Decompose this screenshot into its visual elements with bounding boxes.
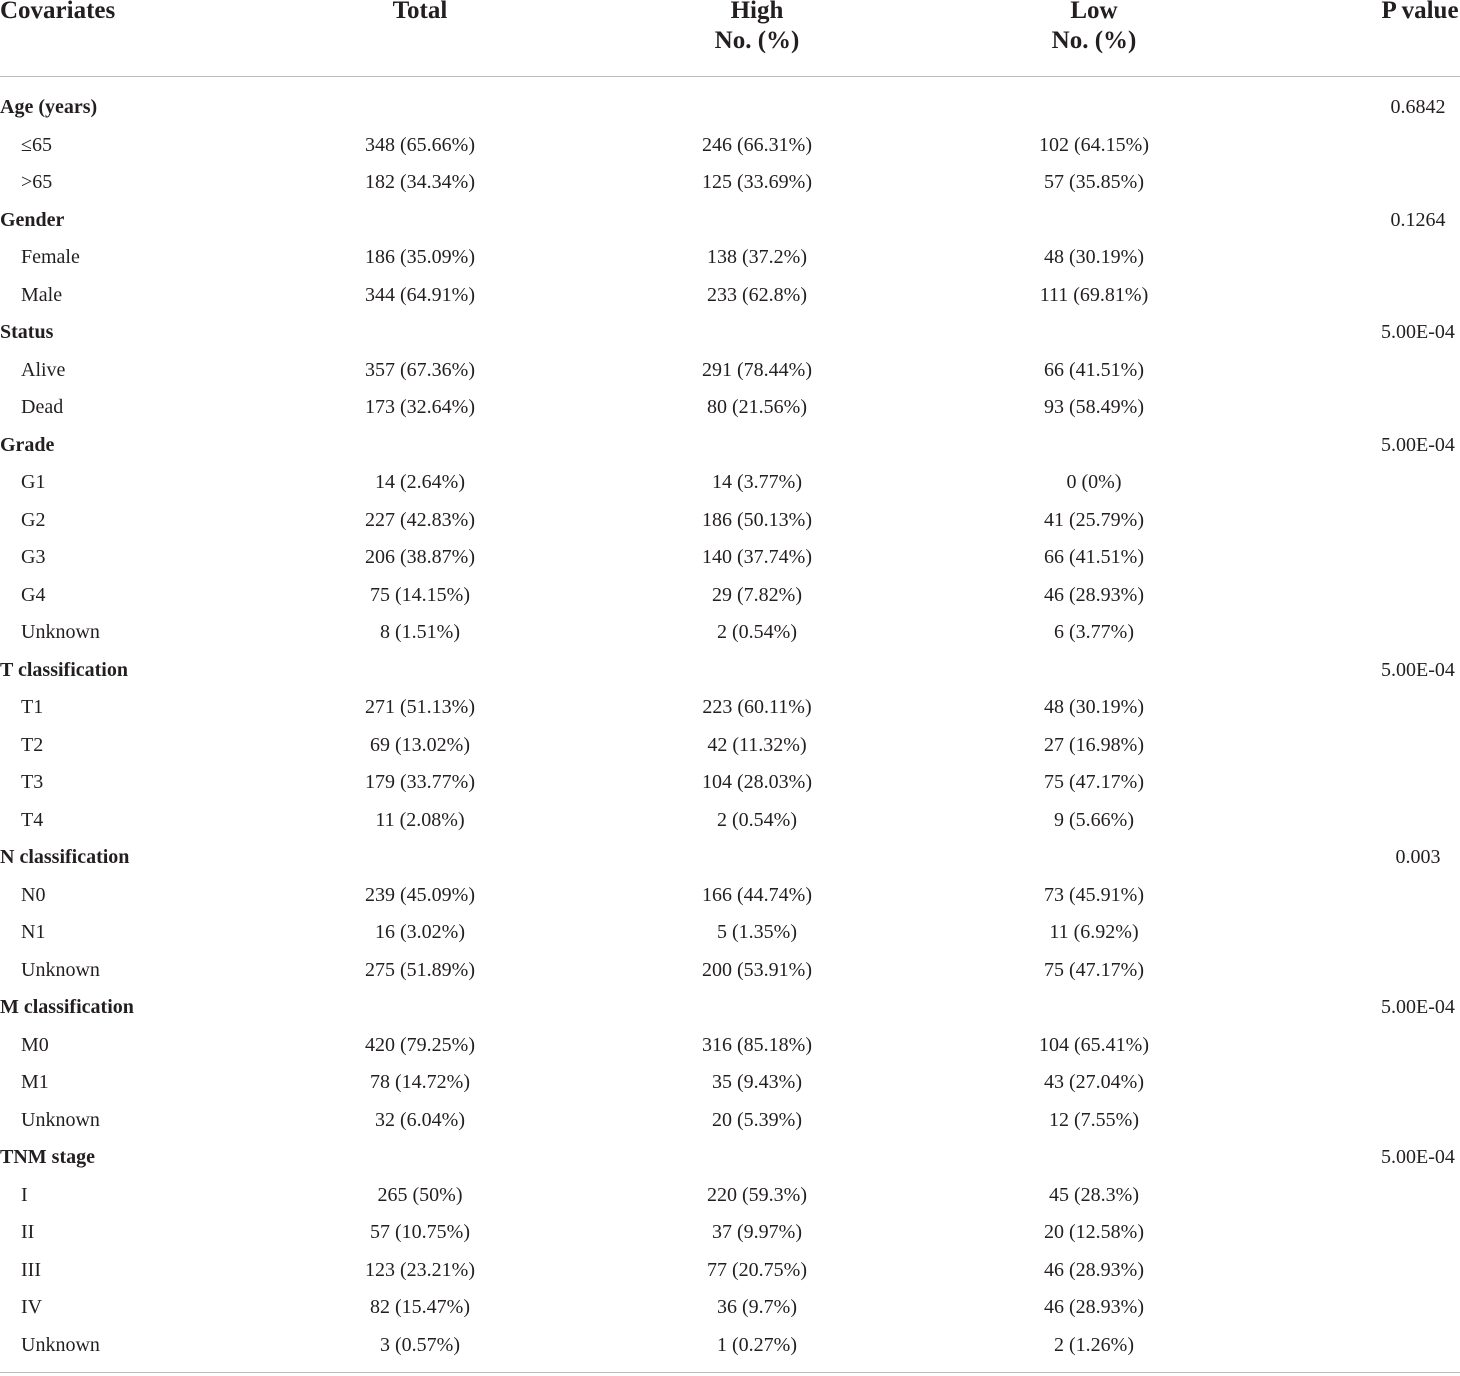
cell-high: 125 (33.69%) <box>702 171 812 193</box>
cell-high: 200 (53.91%) <box>702 958 812 981</box>
cell-total: 420 (79.25%) <box>365 1033 475 1056</box>
cell-high: 233 (62.8%) <box>707 283 807 306</box>
row-label: G2 <box>21 508 46 531</box>
cell-low: 75 (47.17%) <box>1044 958 1144 981</box>
group-row <box>0 989 1460 1027</box>
row-label: Male <box>21 283 63 306</box>
cell-high: 140 (37.74%) <box>702 546 812 568</box>
cell-p-value: 5.00E-04 <box>1381 996 1455 1018</box>
row-label: T classification <box>0 658 128 681</box>
cell-low: 48 (30.19%) <box>1044 246 1144 268</box>
cell-p-value: 0.1264 <box>1390 208 1446 231</box>
cell-high: 104 (28.03%) <box>702 771 812 793</box>
cell-low: 12 (7.55%) <box>1049 1108 1139 1131</box>
cell-high: 2 (0.54%) <box>717 808 797 831</box>
row-label: G3 <box>21 546 46 568</box>
cell-low: 11 (6.92%) <box>1049 921 1139 943</box>
cell-p-value: 5.00E-04 <box>1381 433 1455 456</box>
table-row <box>0 877 1460 915</box>
cell-total: 14 (2.64%) <box>375 471 465 493</box>
table-row <box>0 389 1460 427</box>
cell-total: 75 (14.15%) <box>370 583 470 606</box>
group-row <box>0 89 1460 127</box>
row-label: Dead <box>21 396 64 418</box>
row-label: T4 <box>21 808 44 831</box>
table-row <box>0 614 1460 652</box>
cell-total: 186 (35.09%) <box>365 246 475 268</box>
cell-total: 69 (13.02%) <box>370 733 470 756</box>
cell-total: 11 (2.08%) <box>375 808 465 831</box>
cell-high: 14 (3.77%) <box>712 471 802 493</box>
row-label: Unknown <box>21 1108 100 1131</box>
cell-total: 173 (32.64%) <box>365 396 475 418</box>
cell-low: 43 (27.04%) <box>1044 1071 1144 1093</box>
cell-high: 2 (0.54%) <box>717 621 797 643</box>
cell-high: 5 (1.35%) <box>717 921 797 943</box>
cell-high: 29 (7.82%) <box>712 583 802 606</box>
cell-low: 27 (16.98%) <box>1044 733 1144 756</box>
cell-total: 32 (6.04%) <box>375 1108 465 1131</box>
cell-low: 2 (1.26%) <box>1054 1333 1134 1356</box>
cell-low: 66 (41.51%) <box>1044 358 1144 381</box>
row-label: >65 <box>21 171 53 193</box>
cell-low: 0 (0%) <box>1066 471 1122 493</box>
group-row <box>0 1139 1460 1177</box>
cell-total: 182 (34.34%) <box>365 171 475 193</box>
row-label: M1 <box>21 1071 49 1093</box>
row-label: TNM stage <box>0 1146 95 1168</box>
table-row <box>0 802 1460 840</box>
cell-low: 46 (28.93%) <box>1044 583 1144 606</box>
cell-total: 82 (15.47%) <box>370 1296 470 1318</box>
cell-total: 275 (51.89%) <box>365 958 475 981</box>
cell-high: 246 (66.31%) <box>702 133 812 156</box>
cell-total: 16 (3.02%) <box>375 921 465 943</box>
row-label: T2 <box>21 733 44 756</box>
row-label: M classification <box>0 996 134 1018</box>
table-row <box>0 689 1460 727</box>
cell-total: 357 (67.36%) <box>365 358 475 381</box>
group-row <box>0 314 1460 352</box>
group-row <box>0 652 1460 690</box>
cell-low: 46 (28.93%) <box>1044 1296 1144 1318</box>
table-row <box>0 464 1460 502</box>
table-row <box>0 502 1460 540</box>
cell-low: 66 (41.51%) <box>1044 546 1144 568</box>
table-row <box>0 727 1460 765</box>
group-row <box>0 202 1460 240</box>
row-label: ≤65 <box>21 133 52 156</box>
table-row <box>0 914 1460 952</box>
cell-high: 77 (20.75%) <box>707 1258 807 1281</box>
cell-low: 75 (47.17%) <box>1044 771 1144 793</box>
row-label: Status <box>0 321 54 343</box>
table-row <box>0 239 1460 277</box>
cell-high: 42 (11.32%) <box>707 733 807 756</box>
cell-low: 93 (58.49%) <box>1044 396 1144 418</box>
group-row <box>0 839 1460 877</box>
table-row <box>0 277 1460 315</box>
cell-high: 138 (37.2%) <box>707 246 807 268</box>
table-row <box>0 1327 1460 1365</box>
table-row <box>0 1177 1460 1215</box>
cell-total: 271 (51.13%) <box>365 696 475 718</box>
cell-low: 57 (35.85%) <box>1044 171 1144 193</box>
row-label: Alive <box>21 358 66 381</box>
group-row <box>0 427 1460 465</box>
table-row <box>0 952 1460 990</box>
table-row <box>0 539 1460 577</box>
cell-high: 20 (5.39%) <box>712 1108 802 1131</box>
row-label: Age (years) <box>0 96 98 118</box>
cell-high: 1 (0.27%) <box>717 1333 797 1356</box>
cell-total: 348 (65.66%) <box>365 133 475 156</box>
cell-high: 291 (78.44%) <box>702 358 812 381</box>
cell-total: 78 (14.72%) <box>370 1071 470 1093</box>
header-total: Total <box>392 0 448 24</box>
cell-high: 37 (9.97%) <box>712 1221 802 1243</box>
row-label: N0 <box>21 883 46 906</box>
row-label: Unknown <box>21 621 100 643</box>
table-body <box>0 89 1460 1364</box>
cell-total: 344 (64.91%) <box>365 283 475 306</box>
bottom-rule <box>0 1372 1460 1373</box>
row-label: Unknown <box>21 958 100 981</box>
table-row <box>0 1252 1460 1290</box>
cell-total: 8 (1.51%) <box>380 621 460 643</box>
cell-low: 48 (30.19%) <box>1044 696 1144 718</box>
cell-low: 104 (65.41%) <box>1039 1033 1149 1056</box>
row-label: Grade <box>0 433 55 456</box>
header-p-value: P value <box>1381 0 1459 24</box>
row-label: Unknown <box>21 1333 100 1356</box>
table-row <box>0 1102 1460 1140</box>
cell-total: 239 (45.09%) <box>365 883 475 906</box>
cell-low: 46 (28.93%) <box>1044 1258 1144 1281</box>
row-label: IV <box>21 1296 43 1318</box>
row-label: I <box>21 1183 28 1206</box>
cell-low: 9 (5.66%) <box>1054 808 1134 831</box>
table-row <box>0 1214 1460 1252</box>
row-label: M0 <box>21 1033 49 1056</box>
table-row <box>0 577 1460 615</box>
row-label: Female <box>21 246 80 268</box>
table-row <box>0 164 1460 202</box>
table-row <box>0 352 1460 390</box>
cell-p-value: 0.003 <box>1395 846 1441 868</box>
cell-low: 111 (69.81%) <box>1039 283 1149 306</box>
cell-high: 223 (60.11%) <box>702 696 812 718</box>
cell-p-value: 5.00E-04 <box>1381 1146 1455 1168</box>
row-label: III <box>21 1258 41 1281</box>
cell-low: 102 (64.15%) <box>1039 133 1149 156</box>
table-row <box>0 764 1460 802</box>
cell-low: 73 (45.91%) <box>1044 883 1144 906</box>
cell-low: 6 (3.77%) <box>1054 621 1134 643</box>
cell-low: 41 (25.79%) <box>1044 508 1144 531</box>
cell-total: 227 (42.83%) <box>365 508 475 531</box>
cell-p-value: 0.6842 <box>1390 96 1446 118</box>
row-label: T3 <box>21 771 44 793</box>
row-label: T1 <box>21 696 44 718</box>
cell-high: 35 (9.43%) <box>712 1071 802 1093</box>
row-label: Gender <box>0 208 65 231</box>
cell-high: 316 (85.18%) <box>702 1033 812 1056</box>
table-header <box>0 0 1460 77</box>
header-high: High No. (%) <box>714 0 800 54</box>
table-row <box>0 1289 1460 1327</box>
cell-total: 3 (0.57%) <box>380 1333 460 1356</box>
cell-p-value: 5.00E-04 <box>1381 321 1455 343</box>
cell-high: 220 (59.3%) <box>707 1183 807 1206</box>
cell-total: 57 (10.75%) <box>370 1221 470 1243</box>
header-low: Low No. (%) <box>1051 0 1137 54</box>
header-covariates: Covariates <box>0 0 116 24</box>
cell-low: 45 (28.3%) <box>1049 1183 1139 1206</box>
table-row <box>0 1064 1460 1102</box>
cell-high: 166 (44.74%) <box>702 883 812 906</box>
row-label: N classification <box>0 846 130 868</box>
cell-high: 186 (50.13%) <box>702 508 812 531</box>
row-label: G4 <box>21 583 46 606</box>
row-label: II <box>21 1221 35 1243</box>
cell-high: 80 (21.56%) <box>707 396 807 418</box>
cell-total: 265 (50%) <box>377 1183 463 1206</box>
cell-total: 179 (33.77%) <box>365 771 475 793</box>
cell-low: 20 (12.58%) <box>1044 1221 1144 1243</box>
table-row <box>0 127 1460 165</box>
cell-high: 36 (9.7%) <box>717 1296 797 1318</box>
table-row <box>0 1027 1460 1065</box>
cell-total: 123 (23.21%) <box>365 1258 475 1281</box>
cell-total: 206 (38.87%) <box>365 546 475 568</box>
cell-p-value: 5.00E-04 <box>1381 658 1455 681</box>
row-label: N1 <box>21 921 46 943</box>
row-label: G1 <box>21 471 46 493</box>
